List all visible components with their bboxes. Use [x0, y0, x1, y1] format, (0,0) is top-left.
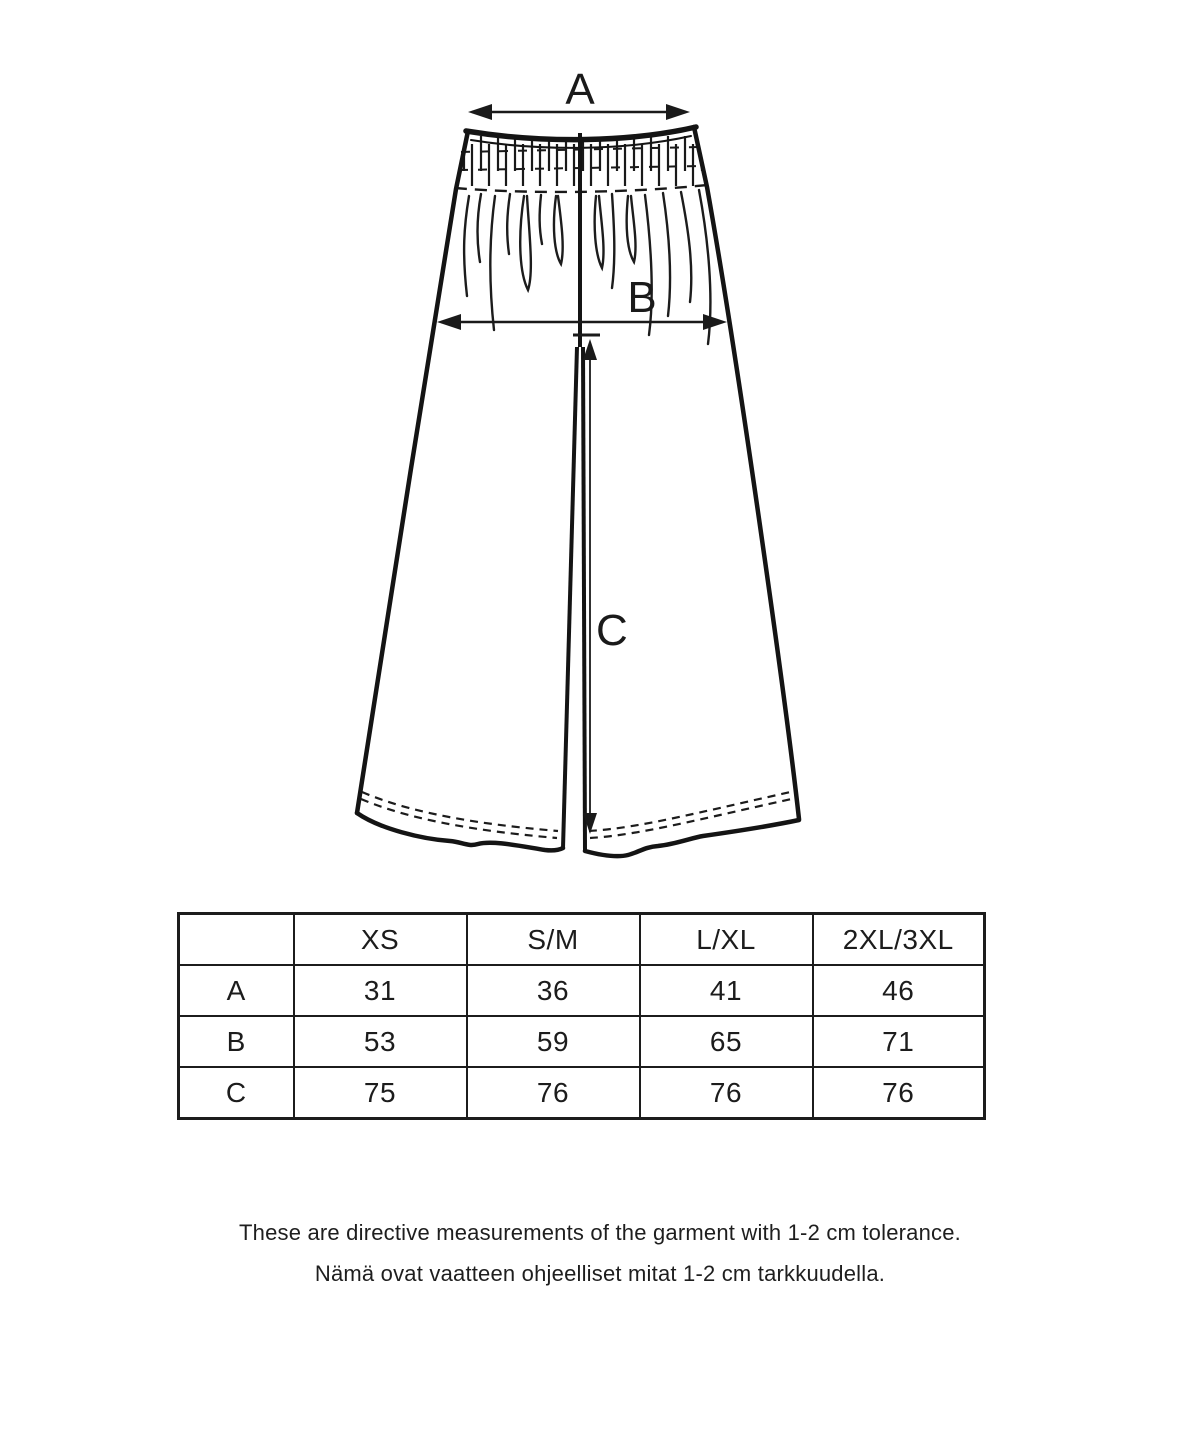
size-column-sm: S/M — [467, 914, 640, 966]
value-c-xs: 75 — [294, 1067, 467, 1119]
right-outer-edge — [694, 127, 799, 819]
value-c-lxl: 76 — [640, 1067, 813, 1119]
dimension-arrow-c — [573, 335, 628, 834]
left-leg-inner-edge — [563, 347, 577, 848]
row-label-b: B — [179, 1016, 294, 1067]
value-a-2xl3xl: 46 — [813, 965, 985, 1016]
value-a-xs: 31 — [294, 965, 467, 1016]
size-column-lxl: L/XL — [640, 914, 813, 966]
value-a-sm: 36 — [467, 965, 640, 1016]
row-label-a: A — [179, 965, 294, 1016]
size-table-corner-cell — [179, 914, 294, 966]
value-b-lxl: 65 — [640, 1016, 813, 1067]
row-label-c: C — [179, 1067, 294, 1119]
value-b-2xl3xl: 71 — [813, 1016, 985, 1067]
right-hem-edge — [585, 820, 799, 856]
value-c-2xl3xl: 76 — [813, 1067, 985, 1119]
table-row-a — [179, 965, 985, 1016]
size-column-xs: XS — [294, 914, 467, 966]
garment-outline — [357, 127, 799, 856]
note-finnish: Nämä ovat vaatteen ohjeelliset mitat 1-2 cm tarkkuudella. — [314, 1261, 886, 1286]
right-leg-inner-edge — [583, 347, 585, 851]
value-c-sm: 76 — [467, 1067, 640, 1119]
value-a-lxl: 41 — [640, 965, 813, 1016]
label-a: A — [565, 65, 595, 114]
size-table-header-row — [179, 914, 985, 966]
label-b: B — [627, 273, 657, 322]
note-english: These are directive measurements of the garment with 1-2 cm tolerance. — [239, 1220, 961, 1245]
measurement-notes — [0, 1220, 1200, 1287]
table-row-b — [179, 1016, 985, 1067]
size-column-2xl3xl: 2XL/3XL — [813, 914, 985, 966]
value-b-xs: 53 — [294, 1016, 467, 1067]
label-c: C — [596, 606, 628, 655]
size-table — [177, 912, 986, 1120]
left-outer-edge — [357, 131, 468, 813]
value-b-sm: 59 — [467, 1016, 640, 1067]
table-row-c — [179, 1067, 985, 1119]
dimension-arrow-a — [468, 65, 690, 120]
